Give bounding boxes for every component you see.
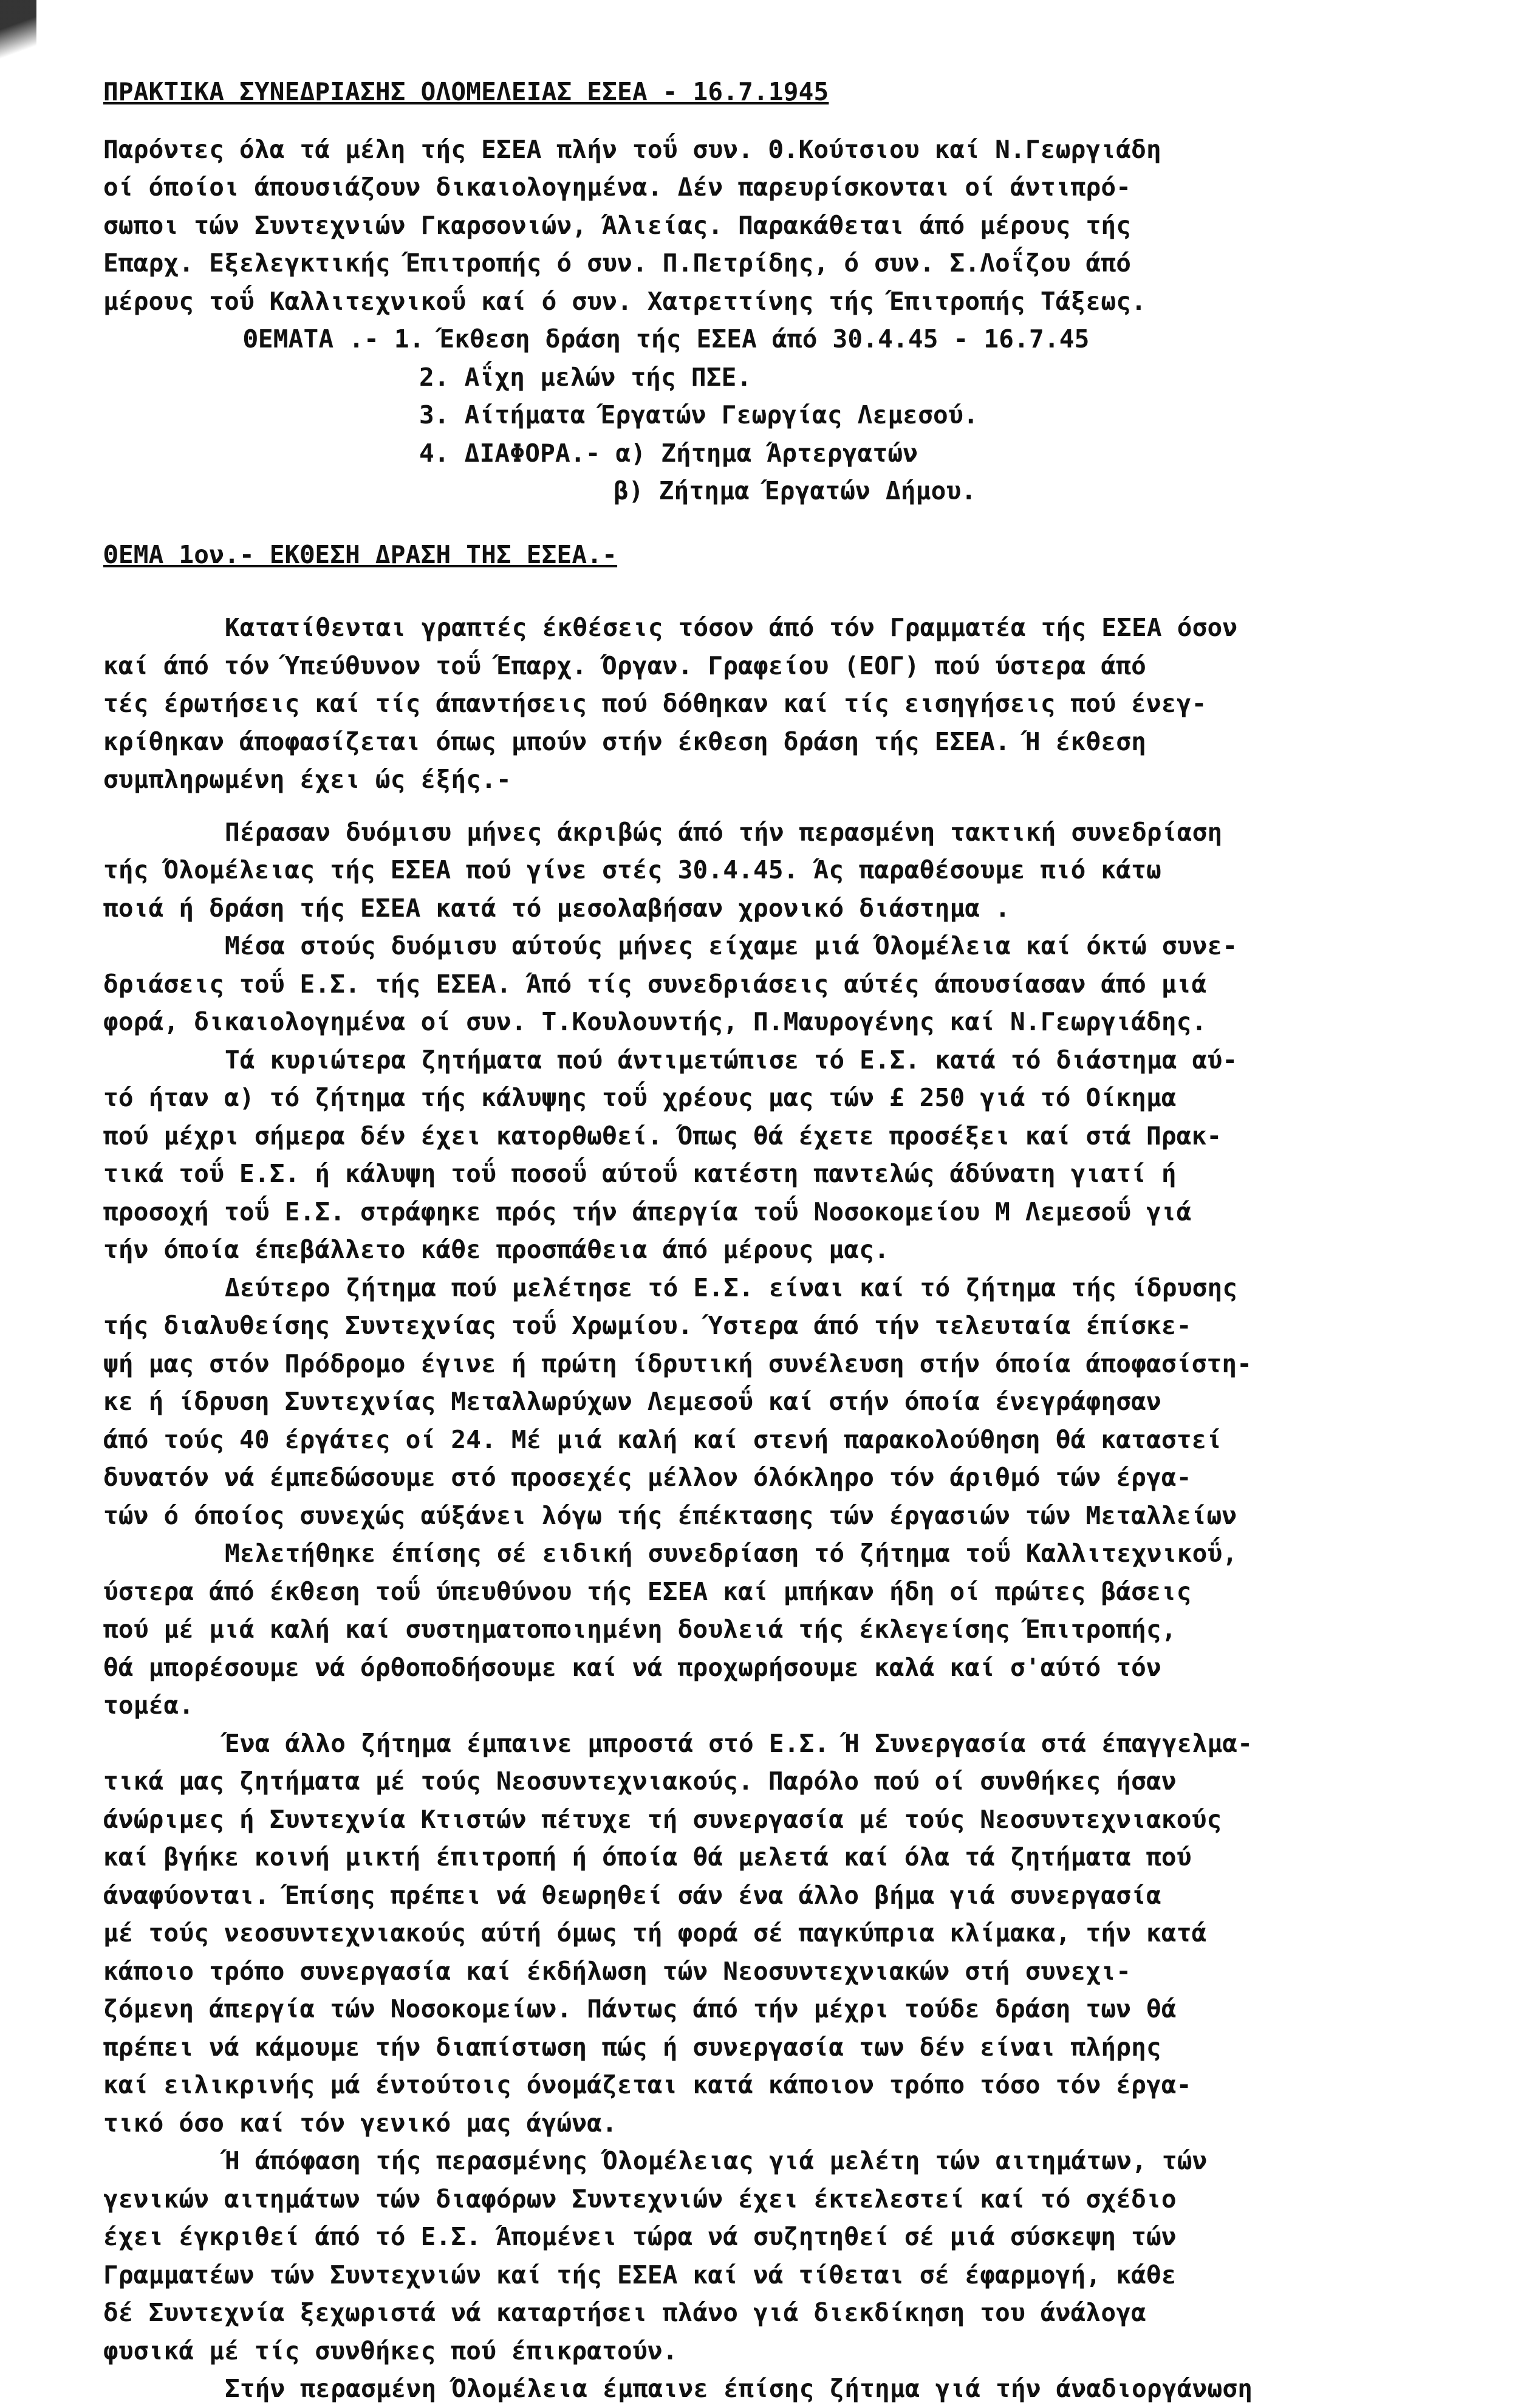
paragraph-demands: [103, 2142, 1506, 2370]
text-line: ζόμενη άπεργία τών Νοσοκομείων. Πάντως άπό τήν μέχρι τούδε δράση των θά: [103, 1994, 1177, 2023]
document-title: [103, 73, 1506, 111]
paragraph-artistic: [103, 1534, 1506, 1725]
agenda-item: 2. Αΐχη μελών τής ΠΣΕ.: [419, 362, 752, 392]
text-line: γενικών αιτημάτων τών διαφόρων Συντεχνιών έχει έκτελεστεί καί τό σχέδιο: [103, 2184, 1177, 2214]
text-line: κρίθηκαν άποφασίζεται όπως μπούν στήν έκθεση δράση τής ΕΣΕΑ. Ή έκθεση: [103, 727, 1147, 756]
text-line: τομέα.: [103, 1691, 194, 1720]
text-line: θά μπορέσουμε νά όρθοποδήσουμε καί νά προχωρήσουμε καλά καί σ'αύτό τόν: [103, 1652, 1161, 1682]
text-line: τικά μας ζητήματα μέ τούς Νεοσυντεχνιακούς. Παρόλο πού οί συνθήκες ήσαν: [103, 1767, 1177, 1796]
text-line: φυσικά μέ τίς συνθήκες πού έπικρατούν.: [103, 2336, 678, 2365]
text-line: τικά τοΰ Ε.Σ. ή κάλυψη τοΰ ποσοΰ αύτοΰ κατέστη παντελώς άδύνατη γιατί ή: [103, 1159, 1177, 1188]
text-line: έχει έγκριθεί άπό τό Ε.Σ. Άπομένει τώρα νά συζητηθεί σέ μιά σύσκεψη τών: [103, 2222, 1177, 2251]
text-line: Στήν περασμένη Όλομέλεια έμπαινε έπίσης ζήτημα γιά τήν άναδιοργάνωση: [225, 2374, 1253, 2403]
text-line: άναφύονται. Έπίσης πρέπει νά θεωρηθεί σάν ένα άλλο βήμα γιά συνεργασία: [103, 1880, 1161, 1910]
text-line: μέ τούς νεοσυντεχνιακούς αύτή όμως τή φορά σέ παγκύπρια κλίμακα, τήν κατά: [103, 1918, 1207, 1948]
paragraph-period: [103, 813, 1506, 1041]
text-line: ύστερα άπό έκθεση τοΰ ύπευθύνου τής ΕΣΕΑ καί μπήκαν ήδη οί πρώτες βάσεις: [103, 1576, 1192, 1606]
agenda-heading: ΘΕΜΑΤΑ .- 1. Έκθεση δράση τής ΕΣΕΑ άπό 30.4.45 - 16.7.45: [243, 324, 1090, 354]
text-line: ποιά ή δράση τής ΕΣΕΑ κατά τό μεσολαβήσαν χρονικό διάστημα .: [103, 893, 1011, 923]
paragraph-reports: [103, 609, 1506, 799]
text-line: δυνατόν νά έμπεδώσουμε στό προσεχές μέλλον όλόκληρο τόν άριθμό τών έργα-: [103, 1463, 1192, 1492]
text-line: τήν όποία έπεβάλλετο κάθε προσπάθεια άπό μέρους μας.: [103, 1235, 889, 1264]
text-line: Δεύτερο ζήτημα πού μελέτησε τό Ε.Σ. είναι καί τό ζήτημα τής ίδρυσης: [225, 1273, 1238, 1302]
text-line: καί βγήκε κοινή μικτή έπιτροπή ή όποία θά μελετά καί όλα τά ζητήματα πού: [103, 1842, 1192, 1872]
agenda-subitem: β) Ζήτημα Έργατών Δήμου.: [614, 476, 977, 505]
agenda-item: 3. Αίτήματα Έργατών Γεωργίας Λεμεσού.: [419, 400, 979, 429]
text-line: μέρους τοΰ Καλλιτεχνικοΰ καί ό συν. Χατρεττίνης τής Έπιτροπής Τάξεως.: [103, 286, 1147, 316]
text-line: Μελετήθηκε έπίσης σέ ειδική συνεδρίαση τό ζήτημα τοΰ Καλλιτεχνικοΰ,: [225, 1539, 1238, 1568]
text-line: τές έρωτήσεις καί τίς άπαντήσεις πού δόθηκαν καί τίς εισηγήσεις πού ένεγ-: [103, 689, 1207, 718]
text-line: προσοχή τοΰ Ε.Σ. στράφηκε πρός τήν άπεργία τοΰ Νοσοκομείου Μ Λεμεσοΰ γιά: [103, 1197, 1192, 1226]
agenda-item: 4. ΔΙΑΦΟΡΑ.- α) Ζήτημα Άρτεργατών: [419, 438, 918, 468]
text-line: τής Όλομέλειας τής ΕΣΕΑ πού γίνε στές 30.4.45. Άς παραθέσουμε πιό κάτω: [103, 855, 1161, 884]
document-title-text: ΠΡΑΚΤΙΚΑ ΣΥΝΕΔΡΙΑΣΗΣ ΟΛΟΜΕΛΕΙΑΣ ΕΣΕΑ - 16.7.1945: [103, 77, 829, 106]
text-line: φορά, δικαιολογημένα οί συν. Τ.Κουλουντής, Π.Μαυρογένης καί Ν.Γεωργιάδης.: [103, 1007, 1207, 1036]
attendance-paragraph: [103, 131, 1506, 321]
text-line: δριάσεις τοΰ Ε.Σ. τής ΕΣΕΑ. Άπό τίς συνεδριάσεις αύτές άπουσίασαν άπό μιά: [103, 969, 1207, 999]
text-line: σωποι τών Συντεχνιών Γκαρσονιών, Άλιείας. Παρακάθεται άπό μέρους τής: [103, 210, 1132, 240]
text-line: καί άπό τόν Ύπεύθυνον τοΰ Έπαρχ. Όργαν. Γραφείου (ΕΟΓ) πού ύστερα άπό: [103, 651, 1147, 680]
paragraph-cooperation: [103, 1725, 1506, 2143]
text-line: τικό όσο καί τόν γενικό μας άγώνα.: [103, 2108, 618, 2138]
text-line: Γραμματέων τών Συντεχνιών καί τής ΕΣΕΑ καί νά τίθεται σέ έφαρμογή, κάθε: [103, 2260, 1177, 2290]
text-line: κε ή ίδρυση Συντεχνίας Μεταλλωρύχων Λεμεσοΰ καί στήν όποία ένεγράφησαν: [103, 1387, 1161, 1416]
agenda-list: [103, 320, 1506, 510]
text-line: άπό τούς 40 έργάτες οί 24. Μέ μιά καλή καί στενή παρακολούθηση θά καταστεί: [103, 1425, 1222, 1454]
text-line: πού μέχρι σήμερα δέν έχει κατορθωθεί. Όπως θά έχετε προσέξει καί στά Πρακ-: [103, 1121, 1222, 1151]
text-line: συμπληρωμένη έχει ώς έξής.-: [103, 765, 511, 794]
text-line: Πέρασαν δυόμισυ μήνες άκριβώς άπό τήν περασμένη τακτική συνεδρίαση: [225, 817, 1223, 847]
text-line: άνώριμες ή Συντεχνία Κτιστών πέτυχε τή συνεργασία μέ τούς Νεοσυντεχνιακούς: [103, 1804, 1222, 1834]
text-line: Παρόντες όλα τά μέλη τής ΕΣΕΑ πλήν τοΰ συν. Θ.Κούτσιου καί Ν.Γεωργιάδη: [103, 134, 1161, 164]
paragraph-reorganization: [103, 2370, 1506, 2408]
section-heading: ΘΕΜΑ 1ον.- ΕΚΘΕΣΗ ΔΡΑΣΗ ΤΗΣ ΕΣΕΑ.-: [103, 539, 618, 569]
text-line: καί ειλικρινής μά έντούτοις όνομάζεται κατά κάποιον τρόπο τόσο τόν έργα-: [103, 2070, 1192, 2099]
text-line: Ή άπόφαση τής περασμένης Όλομέλειας γιά μελέτη τών αιτημάτων, τών: [225, 2146, 1208, 2175]
text-line: τής διαλυθείσης Συντεχνίας τοΰ Χρωμίου. Ύστερα άπό τήν τελευταία έπίσκε-: [103, 1311, 1192, 1340]
text-line: κάποιο τρόπο συνεργασία καί έκδήλωση τών Νεοσυντεχνιακών στή συνεχι-: [103, 1956, 1132, 1986]
text-line: Μέσα στούς δυόμισυ αύτούς μήνες είχαμε μιά Όλομέλεια καί όκτώ συνε-: [225, 931, 1238, 960]
scan-edge-shadow: [0, 0, 36, 85]
typewritten-sheet: [103, 73, 1506, 2408]
text-line: πρέπει νά κάμουμε τήν διαπίστωση πώς ή συνεργασία των δέν είναι πλήρης: [103, 2032, 1161, 2062]
text-line: τών ό όποίος συνεχώς αύξάνει λόγω τής έπέκτασης τών έργασιών τών Μεταλλείων: [103, 1500, 1237, 1530]
text-line: Ένα άλλο ζήτημα έμπαινε μπροστά στό Ε.Σ. Ή Συνεργασία στά έπαγγελμα-: [225, 1728, 1253, 1758]
text-line: Κατατίθενται γραπτές έκθέσεις τόσον άπό τόν Γραμματέα τής ΕΣΕΑ όσον: [225, 613, 1238, 642]
text-line: ψή μας στόν Πρόδρομο έγινε ή πρώτη ίδρυτική συνέλευση στήν όποία άποφασίστη-: [103, 1349, 1253, 1378]
text-line: τό ήταν α) τό ζήτημα τής κάλυψης τοΰ χρέους μας τών £ 250 γιά τό Οίκημα: [103, 1083, 1177, 1112]
text-line: Επαρχ. Εξελεγκτικής Έπιτροπής ό συν. Π.Πετρίδης, ό συν. Σ.Λοΐζου άπό: [103, 248, 1132, 278]
text-line: οί όποίοι άπουσιάζουν δικαιολογημένα. Δέν παρευρίσκονται οί άντιπρό-: [103, 173, 1132, 202]
text-line: Τά κυριώτερα ζητήματα πού άντιμετώπισε τό Ε.Σ. κατά τό διάστημα αύ-: [225, 1045, 1238, 1075]
paragraph-main-issues: [103, 1041, 1506, 1269]
paragraph-union-founding: [103, 1269, 1506, 1535]
text-line: πού μέ μιά καλή καί συστηματοποιημένη δουλειά τής έκλεγείσης Έπιτροπής,: [103, 1615, 1177, 1644]
text-line: δέ Συντεχνία ξεχωριστά νά καταρτήσει πλάνο γιά διεκδίκηση του άνάλογα: [103, 2298, 1147, 2327]
